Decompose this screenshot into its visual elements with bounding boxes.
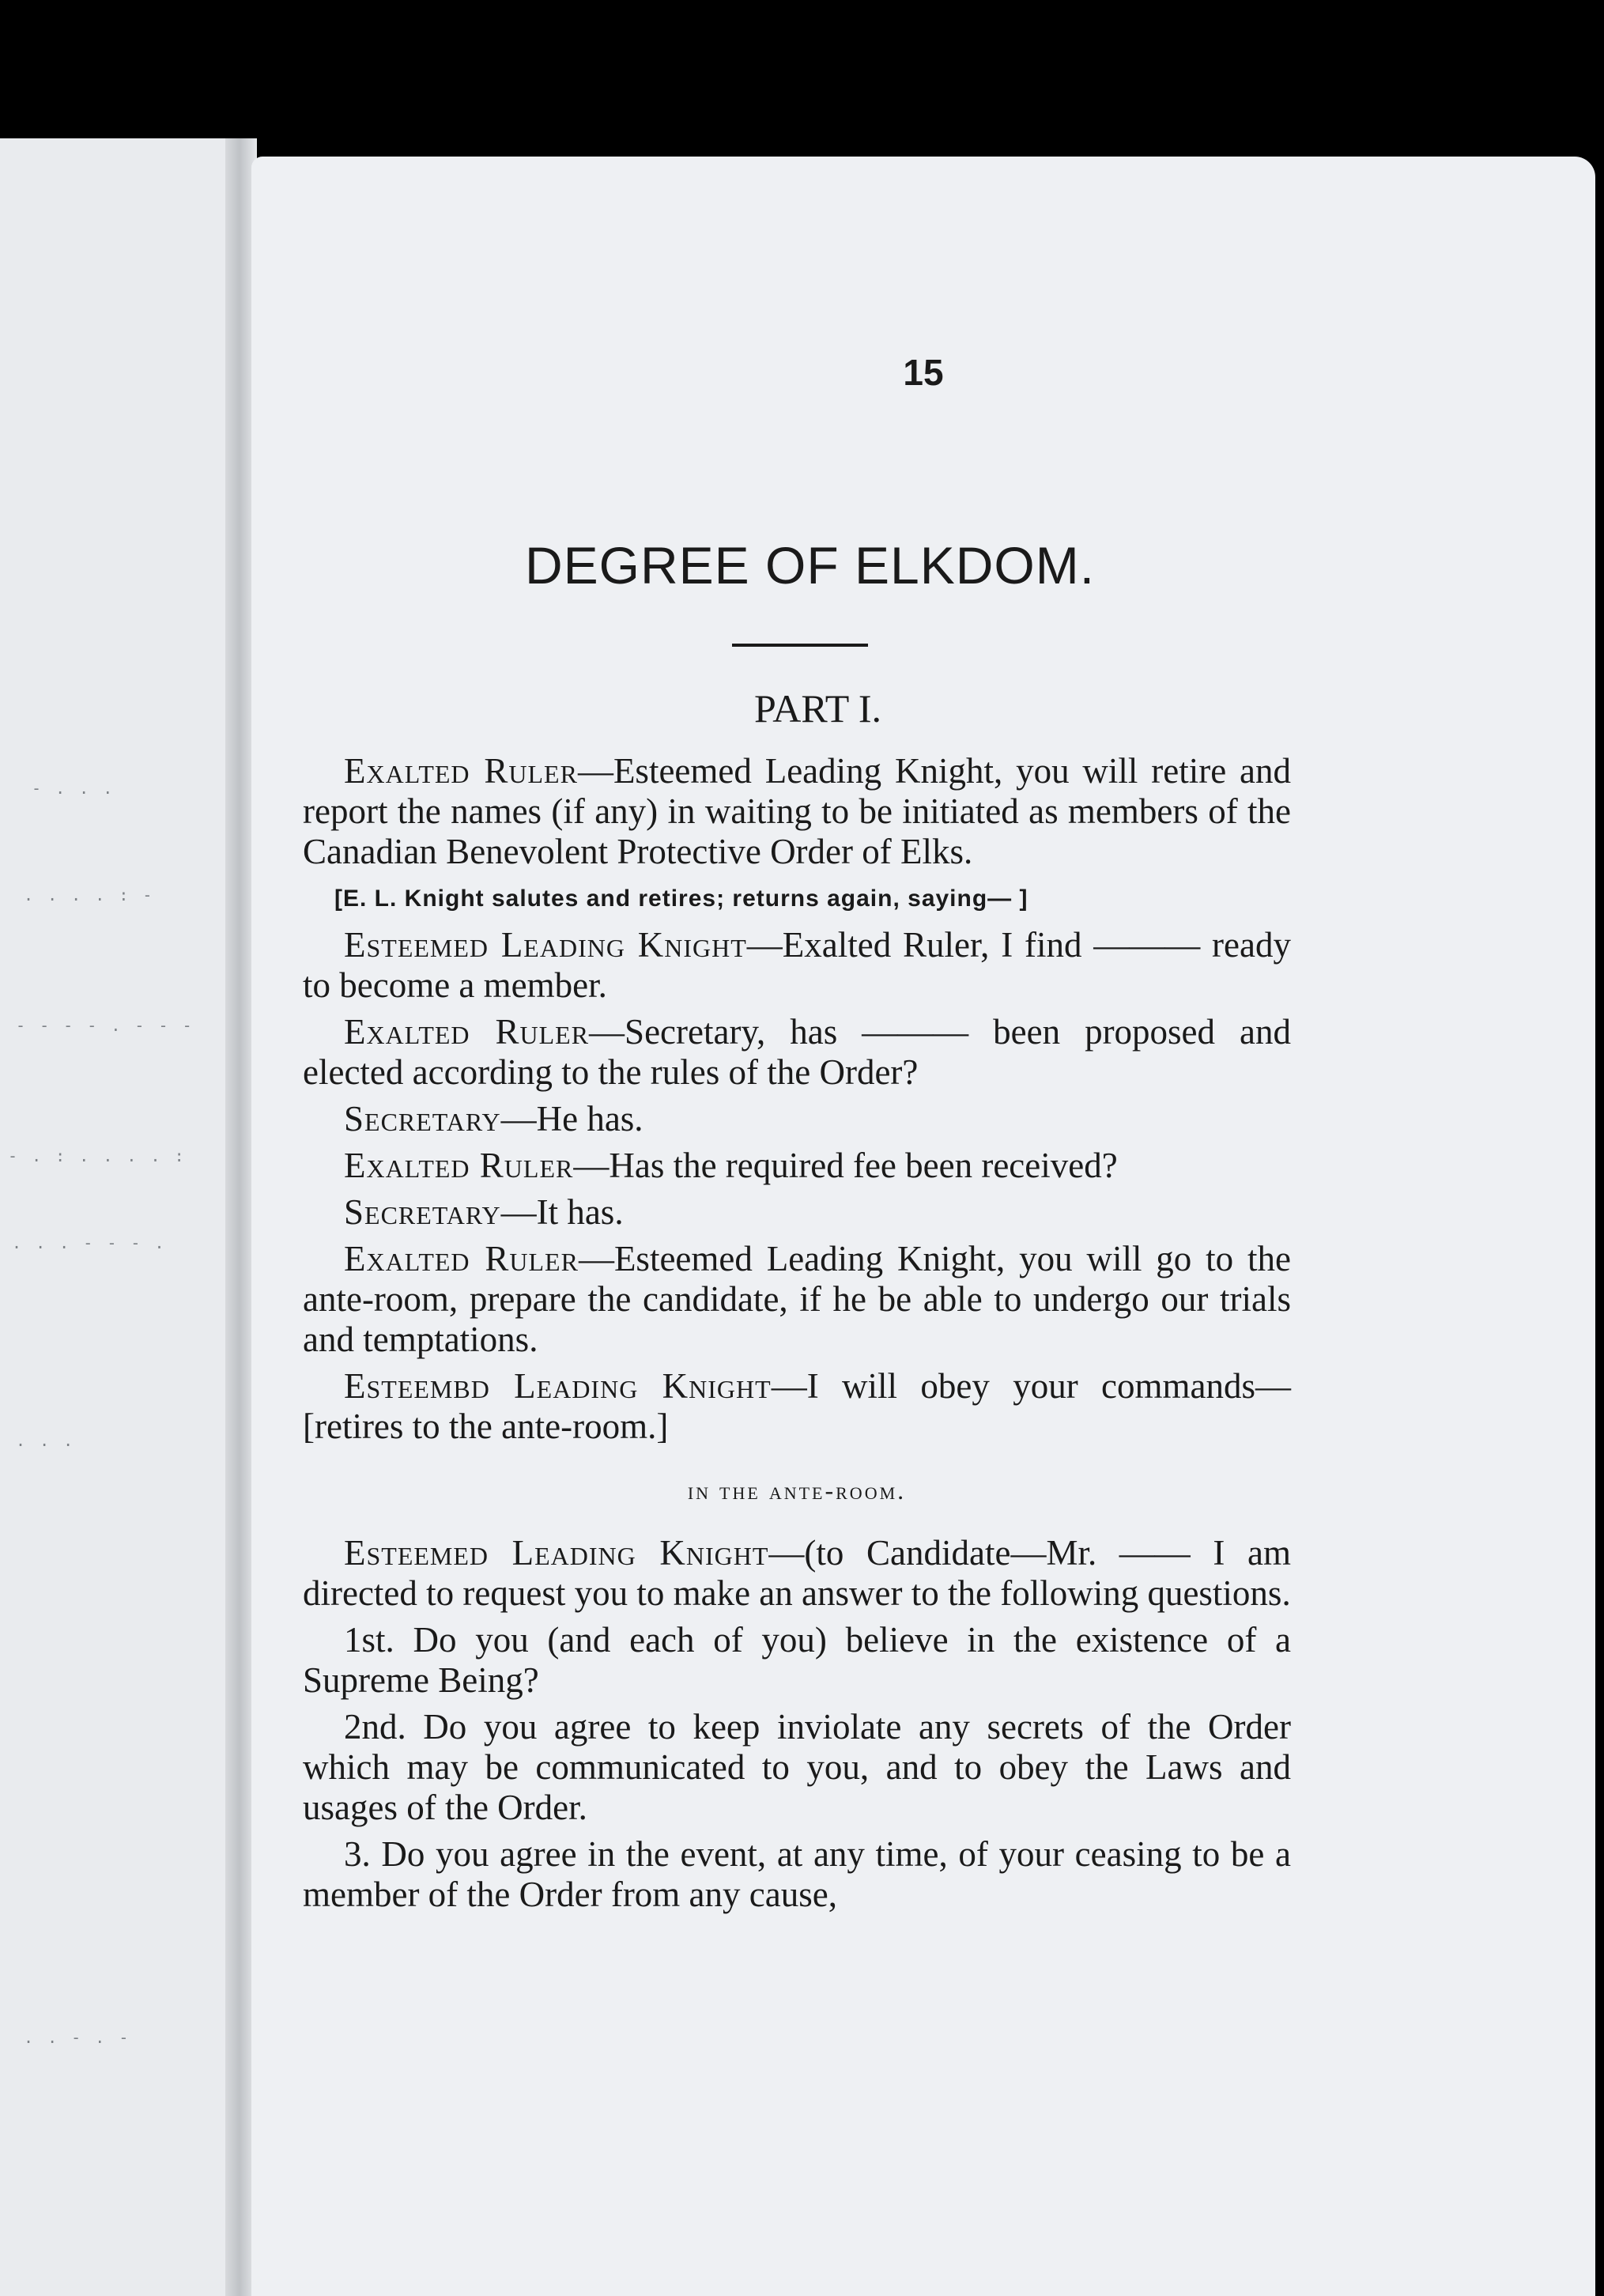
dialogue-paragraph bbox=[303, 1099, 1291, 1139]
dialogue-text: 2nd. Do you agree to keep inviolate any secrets of the Order which may be communicated to you, and to obey the Laws and usages of the Order. bbox=[303, 1707, 1291, 1827]
speaker-name: Exalted Ruler bbox=[344, 1146, 574, 1185]
dialogue-text: —Esteemed Leading Knight, you will go to the ante-room, prepare the candidate, if he be able to undergo our trials and temptations. bbox=[303, 1239, 1291, 1359]
dialogue-text: —I will obey your commands—[retires to the ante-room.] bbox=[303, 1366, 1291, 1446]
bleed-through-mark: . . . bbox=[16, 1431, 76, 1450]
page-number: 15 bbox=[903, 352, 944, 393]
page-body bbox=[303, 751, 1291, 1921]
dialogue-paragraph bbox=[303, 1834, 1291, 1915]
dialogue-text: —Has the required fee been received? bbox=[573, 1146, 1118, 1185]
speaker-name: Exalted Ruler bbox=[344, 751, 578, 791]
dialogue-text: 3. Do you agree in the event, at any time, of your ceasing to be a member of the Order from any cause, bbox=[303, 1834, 1291, 1914]
dialogue-paragraph bbox=[303, 1192, 1291, 1233]
dialogue-text: —It has. bbox=[500, 1192, 624, 1232]
bleed-through-mark: . . . - - - . bbox=[12, 1233, 167, 1252]
dialogue-paragraph bbox=[303, 1620, 1291, 1701]
dialogue-paragraph bbox=[303, 1707, 1291, 1828]
dialogue-text: —He has. bbox=[500, 1099, 643, 1139]
left-page-edge bbox=[0, 138, 237, 2296]
dialogue-paragraph bbox=[303, 1366, 1291, 1447]
bleed-through-mark: - - - - . - - - bbox=[16, 1016, 194, 1035]
bleed-through-mark: . . - . - bbox=[24, 2028, 131, 2047]
bleed-through-mark: . . . . : - bbox=[24, 886, 155, 904]
dialogue-text: —Esteemed Leading Knight, you will retire and report the names (if any) in waiting to be initiated as members of the Canadian Benevolent Protective Order of Elks. bbox=[303, 751, 1291, 871]
stage-direction: [E. L. Knight salutes and retires; returns again, saying— ] bbox=[334, 886, 1028, 912]
speaker-name: Secretary bbox=[344, 1099, 501, 1139]
speaker-name: Esteemed Leading Knight bbox=[344, 1533, 769, 1573]
speaker-name: Exalted Ruler bbox=[344, 1012, 590, 1052]
dialogue-paragraph bbox=[303, 1012, 1291, 1093]
dialogue-text: 1st. Do you (and each of you) believe in the existence of a Supreme Being? bbox=[303, 1620, 1291, 1700]
speaker-name: Exalted Ruler bbox=[344, 1239, 579, 1278]
dialogue-paragraph bbox=[303, 1146, 1291, 1186]
dialogue-paragraph bbox=[303, 1533, 1291, 1614]
speaker-name: Secretary bbox=[344, 1192, 501, 1232]
bleed-through-mark: - . : . . . . : bbox=[8, 1146, 187, 1165]
bleed-through-mark: - . . . bbox=[32, 779, 115, 798]
section-heading: in the ante-room. bbox=[687, 1476, 907, 1505]
dialogue-paragraph bbox=[303, 1239, 1291, 1360]
dialogue-paragraph bbox=[303, 751, 1291, 872]
dialogue-text: —(to Candidate—Mr. —— I am directed to request you to make an answer to the following questions. bbox=[303, 1533, 1291, 1613]
dialogue-paragraph bbox=[303, 925, 1291, 1006]
part-heading: PART I. bbox=[754, 686, 881, 731]
dialogue-text: —Secretary, has ——— been proposed and elected according to the rules of the Order? bbox=[303, 1012, 1291, 1092]
chapter-title: DEGREE OF ELKDOM. bbox=[524, 536, 1096, 595]
speaker-name: Esteemed Leading Knight bbox=[344, 925, 747, 965]
title-rule bbox=[732, 644, 868, 647]
speaker-name: Esteembd Leading Knight bbox=[344, 1366, 772, 1406]
dialogue-text: —Exalted Ruler, I find ——— ready to become a member. bbox=[303, 925, 1291, 1005]
